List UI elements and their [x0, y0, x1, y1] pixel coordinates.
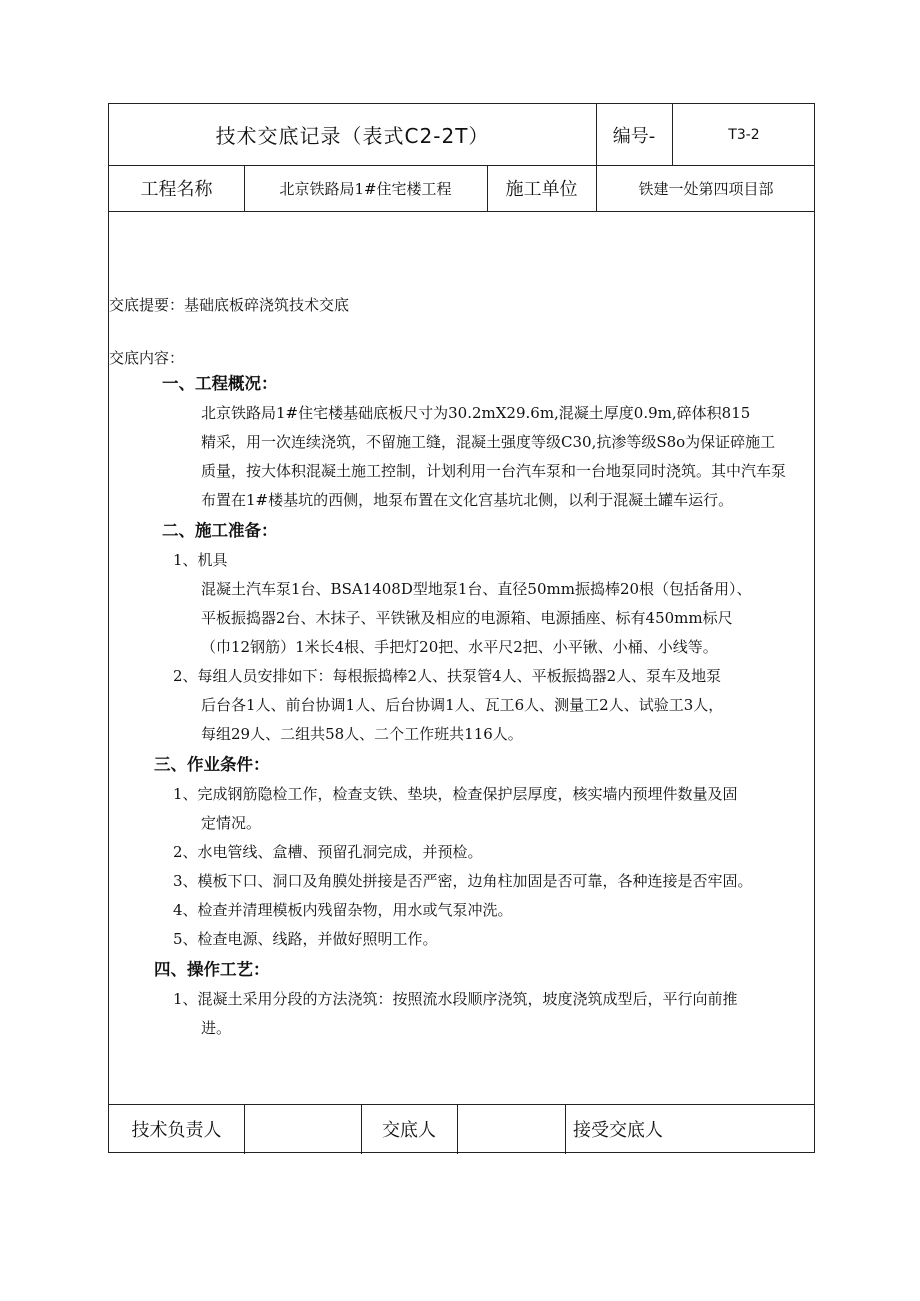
- section-2-heading: 二、施工准备：: [162, 521, 278, 540]
- content-label: 交底内容：: [109, 349, 185, 367]
- tech-lead-signature-field[interactable]: [244, 1104, 361, 1154]
- receiver-label[interactable]: 接受交底人: [573, 1120, 663, 1141]
- section-4-line: 进。: [201, 1019, 232, 1037]
- section-3-line: 5、检查电源、线路，并做好照明工作。: [173, 930, 438, 948]
- project-name-value: 北京铁路局1#住宅楼工程: [279, 179, 452, 198]
- section-3-line: 3、模板下口、洞口及角膜处拼接是否严密，边角柱加固是否可靠，各种连接是否牢固。: [173, 872, 753, 890]
- presenter-label: 交底人: [382, 1120, 436, 1141]
- section-1-line: 北京铁路局1#住宅楼基础底板尺寸为30.2mX29.6m,混凝土厚度0.9m,碎体积815: [201, 404, 751, 422]
- technical-disclosure-form: [108, 103, 815, 1153]
- construction-unit-label: 施工单位: [505, 179, 578, 200]
- project-name-label: 工程名称: [140, 179, 213, 200]
- section-2-item-2-line: 后台各1人、前台协调1人、后台协调1人、瓦工6人、测量工2人、试验工3人，: [201, 696, 724, 714]
- summary: 交底提要：基础底板碎浇筑技术交底: [109, 296, 350, 314]
- section-2-item-1-title: 1、机具: [173, 551, 228, 569]
- presenter-signature-field[interactable]: [457, 1104, 565, 1154]
- tech-lead-label: 技术负责人: [131, 1120, 222, 1141]
- section-3-line: 1、完成钢筋隐检工作，检查支铁、垫块，检查保护层厚度，核实墙内预埋件数量及固: [173, 785, 738, 803]
- section-1-line: 精采，用一次连续浇筑，不留施工缝，混凝土强度等级C30,抗渗等级S8o为保证碎施工: [201, 433, 776, 451]
- section-3-line: 2、水电管线、盒槽、预留孔洞完成，并预检。: [173, 843, 483, 861]
- section-1-heading: 一、工程概况：: [162, 374, 278, 393]
- number-value: T3-2: [728, 126, 760, 143]
- section-3-heading: 三、作业条件：: [154, 755, 270, 774]
- section-3-line: 4、检查并清理模板内残留杂物，用水或气泵冲洗。: [173, 901, 513, 919]
- number-label: 编号-: [612, 125, 656, 147]
- section-2-item-1-line: （巾12钢筋）1米长4根、手把灯20把、水平尺2把、小平锹、小桶、小线等。: [201, 638, 718, 656]
- form-title: 技术交底记录（表式C2-2T）: [215, 124, 490, 148]
- row-divider: [109, 211, 814, 212]
- section-3-line: 定情况。: [201, 814, 262, 832]
- section-2-item-2-line: 2、每组人员安排如下：每根振捣棒2人、扶泵管4人、平板振捣器2人、泵车及地泵: [173, 667, 722, 685]
- construction-unit-value: 铁建一处第四项目部: [638, 179, 774, 198]
- section-4-heading: 四、操作工艺：: [154, 960, 270, 979]
- section-2-item-1-line: 混凝土汽车泵1台、BSA1408D型地泵1台、直径50mm振捣棒20根（包括备用）、: [201, 580, 752, 598]
- section-1-line: 布置在1#楼基坑的西侧，地泵布置在文化宫基坑北侧，以利于混凝土罐车运行。: [201, 491, 734, 509]
- section-2-item-1-line: 平板振捣器2台、木抹子、平铁锹及相应的电源箱、电源插座、标有450mm标尺: [201, 609, 733, 627]
- section-2-item-2-line: 每组29人、二组共58人、二个工作班共116人。: [201, 725, 523, 743]
- section-1-line: 质量，按大体积混凝土施工控制，计划利用一台汽车泵和一台地泵同时浇筑。其中汽车泵: [201, 462, 787, 480]
- section-4-line: 1、混凝土采用分段的方法浇筑：按照流水段顺序浇筑，坡度浇筑成型后，平行向前推: [173, 990, 738, 1008]
